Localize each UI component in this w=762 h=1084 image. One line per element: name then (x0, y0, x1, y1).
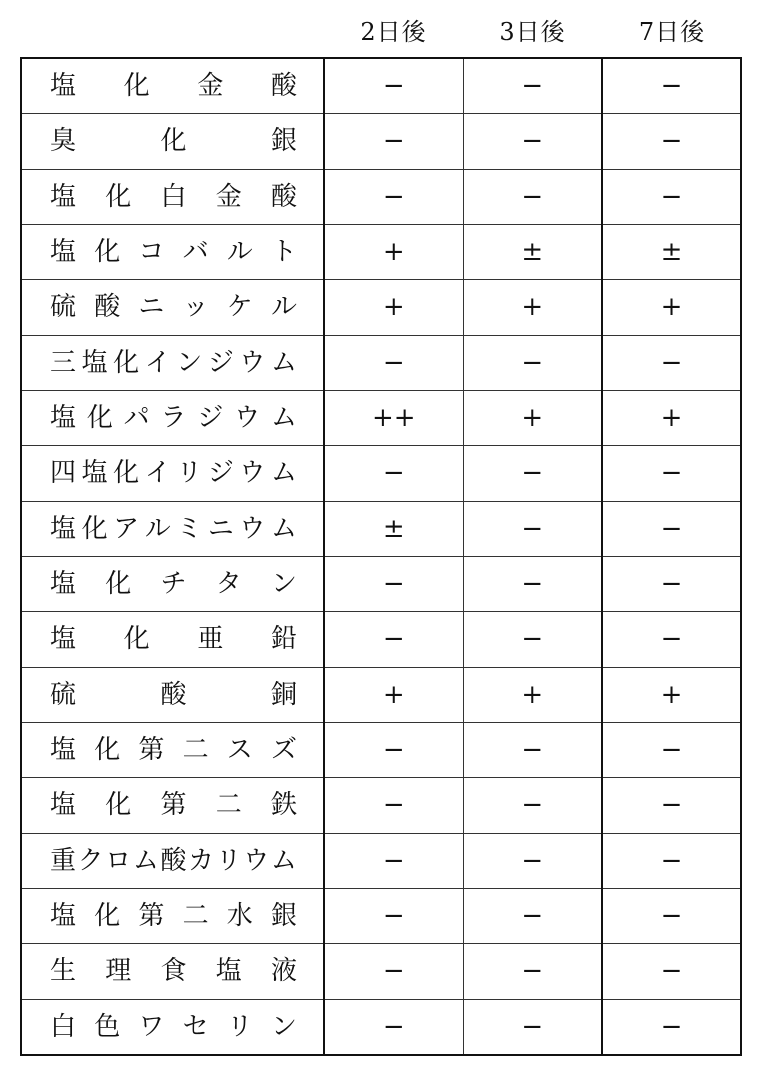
table-row (22, 667, 740, 722)
result-cell: − (324, 114, 463, 169)
table-row (22, 59, 740, 114)
result-cell: + (602, 390, 740, 445)
substance-name-cell (22, 667, 324, 722)
result-cell: + (324, 667, 463, 722)
table-row (22, 446, 740, 501)
result-cell: + (463, 390, 602, 445)
substance-name: 硫 酸 銅 (50, 679, 297, 710)
result-cell: − (602, 944, 740, 999)
substance-name: 重 ク ロ ム 酸 カ リ ウ ム (50, 845, 297, 876)
result-cell: − (463, 778, 602, 833)
substance-name-cell (22, 722, 324, 777)
result-cell: − (602, 501, 740, 556)
result-cell: − (324, 944, 463, 999)
substance-name: 塩 化 ア ル ミ ニ ウ ム (50, 513, 297, 544)
result-cell: + (602, 667, 740, 722)
substance-name: 塩 化 パ ラ ジ ウ ム (50, 403, 297, 434)
result-cell: − (324, 888, 463, 943)
table-row (22, 944, 740, 999)
table-row (22, 722, 740, 777)
table-row (22, 335, 740, 390)
substance-name: 塩 化 金 酸 (50, 71, 297, 102)
substance-name: 塩 化 コ バ ル ト (50, 237, 297, 268)
substance-name: 塩 化 チ タ ン (50, 569, 297, 600)
substance-name: 塩 化 第 二 鉄 (50, 790, 297, 821)
result-cell: − (463, 169, 602, 224)
table-row (22, 612, 740, 667)
result-cell: − (463, 999, 602, 1054)
substance-name: 硫 酸 ニ ッ ケ ル (50, 292, 297, 323)
table-row (22, 778, 740, 833)
substance-name-cell (22, 501, 324, 556)
results-table (20, 57, 742, 1056)
substance-name-cell (22, 280, 324, 335)
table-row (22, 999, 740, 1054)
result-cell: ++ (324, 390, 463, 445)
result-cell: + (463, 280, 602, 335)
substance-name: 四 塩 化 イ リ ジ ウ ム (50, 458, 297, 489)
result-cell: − (463, 335, 602, 390)
substance-name: 塩 化 第 二 ス ズ (50, 735, 297, 766)
result-cell: − (324, 59, 463, 114)
substance-name: 生 理 食 塩 液 (50, 956, 297, 987)
substance-name-cell (22, 999, 324, 1054)
substance-name: 臭 化 銀 (50, 126, 297, 157)
column-header-day-3: 3日後 (499, 18, 566, 46)
substance-name-cell (22, 335, 324, 390)
result-cell: − (463, 888, 602, 943)
table-row (22, 888, 740, 943)
substance-name: 白 色 ワ セ リ ン (50, 1011, 297, 1042)
substance-name-cell (22, 556, 324, 611)
table-row (22, 114, 740, 169)
result-cell: ± (602, 224, 740, 279)
result-cell: − (602, 778, 740, 833)
result-cell: + (324, 280, 463, 335)
result-cell: − (602, 169, 740, 224)
result-cell: − (324, 722, 463, 777)
result-cell: − (463, 446, 602, 501)
result-cell: − (602, 446, 740, 501)
result-cell: − (463, 612, 602, 667)
result-cell: − (324, 169, 463, 224)
result-cell: − (463, 833, 602, 888)
result-cell: ± (324, 501, 463, 556)
substance-name: 三 塩 化 イ ン ジ ウ ム (50, 347, 297, 378)
result-cell: − (463, 501, 602, 556)
result-cell: − (324, 335, 463, 390)
result-cell: − (463, 114, 602, 169)
result-cell: − (324, 833, 463, 888)
table-row (22, 390, 740, 445)
results-table-body (22, 59, 740, 1054)
result-cell: − (463, 944, 602, 999)
substance-name-cell (22, 612, 324, 667)
substance-name-cell (22, 778, 324, 833)
result-cell: + (324, 224, 463, 279)
substance-name-cell (22, 114, 324, 169)
result-cell: − (602, 556, 740, 611)
table-row (22, 501, 740, 556)
column-header-row (0, 14, 762, 50)
substance-name-cell (22, 224, 324, 279)
result-cell: − (602, 114, 740, 169)
substance-name: 塩 化 白 金 酸 (50, 181, 297, 212)
result-cell: − (324, 999, 463, 1054)
result-cell: − (463, 556, 602, 611)
result-cell: − (602, 612, 740, 667)
substance-name-cell (22, 833, 324, 888)
result-cell: − (324, 612, 463, 667)
result-cell: − (602, 59, 740, 114)
table-row (22, 280, 740, 335)
substance-name-cell (22, 944, 324, 999)
result-cell: + (602, 280, 740, 335)
substance-name-cell (22, 59, 324, 114)
result-cell: − (602, 722, 740, 777)
table-row (22, 833, 740, 888)
substance-name: 塩 化 第 二 水 銀 (50, 901, 297, 932)
result-cell: − (602, 833, 740, 888)
column-header-day-7: 7日後 (638, 18, 706, 46)
column-header-day-2: 2日後 (360, 18, 427, 46)
substance-name: 塩 化 亜 鉛 (50, 624, 297, 655)
result-cell: − (463, 722, 602, 777)
substance-name-cell (22, 390, 324, 445)
substance-name-cell (22, 446, 324, 501)
table-row (22, 556, 740, 611)
result-cell: − (602, 999, 740, 1054)
table-row (22, 169, 740, 224)
result-cell: − (324, 778, 463, 833)
result-cell: − (324, 446, 463, 501)
result-cell: ± (463, 224, 602, 279)
result-cell: + (463, 667, 602, 722)
result-cell: − (324, 556, 463, 611)
result-cell: − (602, 335, 740, 390)
table-row (22, 224, 740, 279)
result-cell: − (602, 888, 740, 943)
result-cell: − (463, 59, 602, 114)
substance-name-cell (22, 888, 324, 943)
substance-name-cell (22, 169, 324, 224)
